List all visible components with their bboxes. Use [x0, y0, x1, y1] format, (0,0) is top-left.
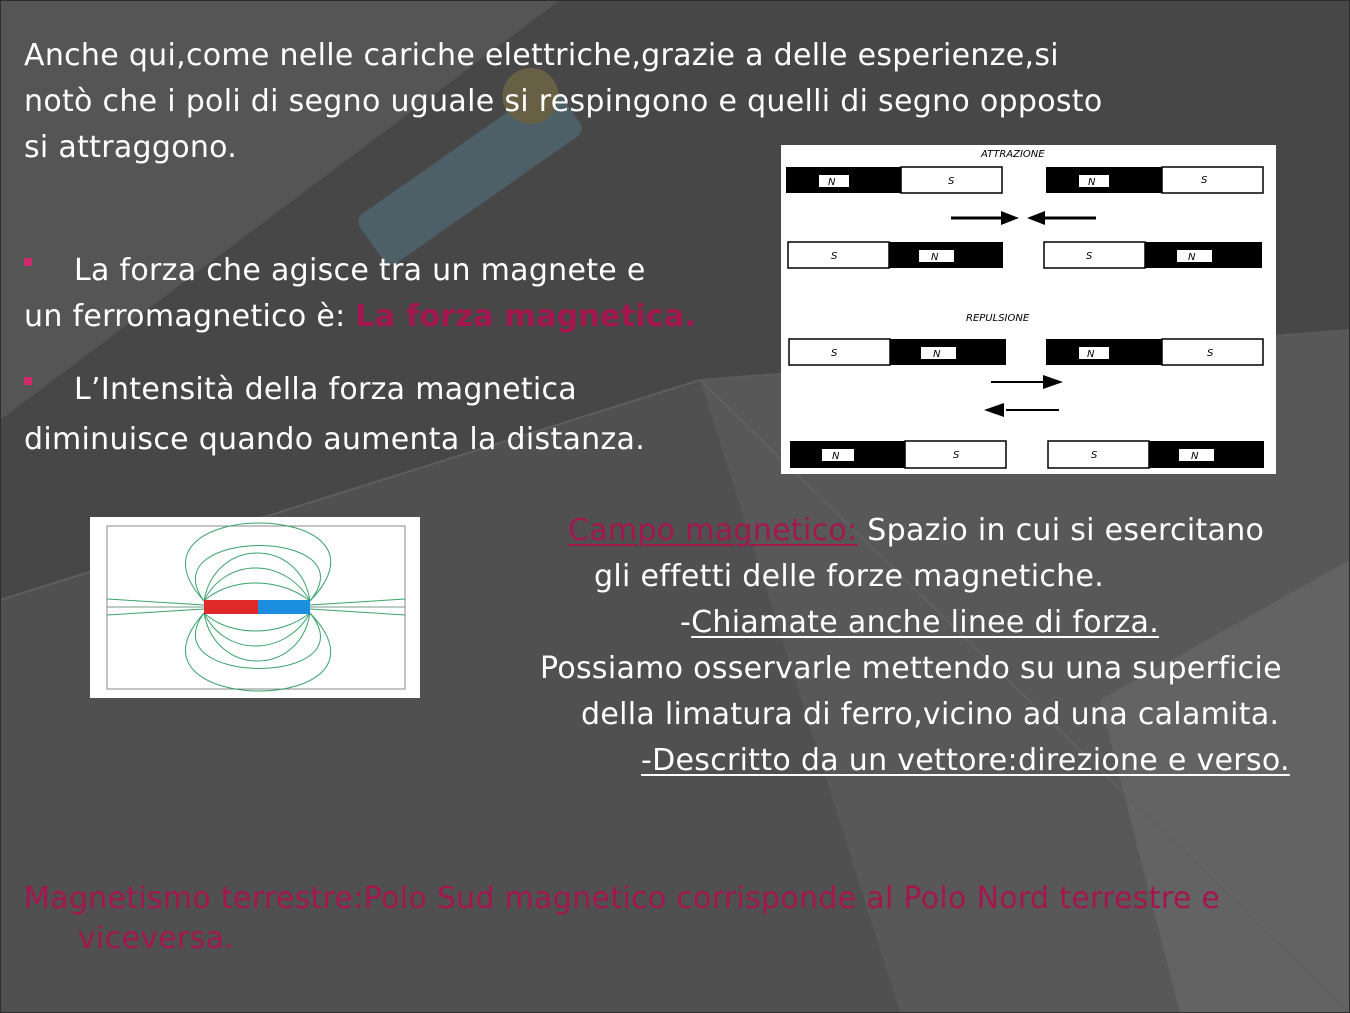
field-definition: Spazio in cui si esercitano	[857, 513, 1265, 548]
bullet-1-line-1	[24, 248, 646, 294]
pole-south: S	[948, 176, 955, 187]
pole-south: S	[1201, 175, 1208, 186]
pole-north: N	[828, 177, 836, 188]
field-note-1-dash: -	[680, 605, 692, 640]
field-observe-line-1: Possiamo osservarle mettendo su una superficie	[540, 651, 1282, 686]
pole-south: S	[1086, 251, 1093, 262]
bullet-2-line-2: diminuisce quando aumenta la distanza.	[24, 422, 646, 457]
repulsion-title: REPULSIONE	[966, 313, 1030, 324]
pole-south: S	[831, 251, 838, 262]
magnets-diagram	[781, 145, 1276, 474]
intro-line-3: si attraggono.	[24, 130, 238, 165]
bullet-1-line-2	[24, 294, 696, 340]
attraction-title: ATTRAZIONE	[981, 149, 1045, 160]
field-lines-illustration	[90, 517, 420, 698]
bullet-1-prefix: un ferromagnetico è:	[24, 299, 356, 334]
pole-north: N	[933, 349, 941, 360]
field-term-link[interactable]: Campo magnetico:	[568, 513, 858, 548]
bullet-2-text: L’Intensità della forza magnetica	[74, 372, 577, 407]
field-observe-line-2: della limatura di ferro,vicino ad una calamita.	[581, 697, 1280, 732]
field-note-2-link[interactable]: -Descritto da un vettore:direzione e verso.	[641, 743, 1290, 778]
intro-line-2: notò che i poli di segno uguale si respingono e quelli di segno opposto	[24, 84, 1103, 119]
magnetic-force-highlight: La forza magnetica.	[355, 299, 697, 334]
field-definition-line-1	[568, 508, 1264, 554]
pole-south: S	[1091, 450, 1098, 461]
pole-south: S	[831, 348, 838, 359]
pole-north: N	[931, 252, 939, 263]
field-note-1	[680, 600, 1159, 646]
bullet-2-line-1	[24, 367, 577, 413]
magnets-attraction-repulsion-figure	[781, 145, 1276, 474]
earth-magnetism-line-1: Magnetismo terrestre:Polo Sud magnetico corrisponde al Polo Nord terrestre e	[24, 881, 1221, 916]
pole-north: N	[1188, 252, 1196, 263]
earth-magnetism-line-2: viceversa.	[78, 921, 235, 956]
pole-north: N	[1088, 177, 1096, 188]
pole-south: S	[953, 450, 960, 461]
pole-south: S	[1207, 348, 1214, 359]
pole-north: N	[1191, 451, 1199, 462]
field-definition-line-2: gli effetti delle forze magnetiche.	[594, 559, 1105, 594]
pole-north: N	[1087, 349, 1095, 360]
pole-north: N	[832, 451, 840, 462]
intro-line-1: Anche qui,come nelle cariche elettriche,grazie a delle esperienze,si	[24, 38, 1059, 73]
magnetic-field-lines-figure	[90, 517, 420, 698]
field-note-1-link[interactable]: Chiamate anche linee di forza.	[691, 605, 1160, 640]
bullet-marker	[24, 377, 32, 385]
bullet-1-text: La forza che agisce tra un magnete e	[74, 253, 646, 288]
bullet-marker	[24, 258, 32, 266]
